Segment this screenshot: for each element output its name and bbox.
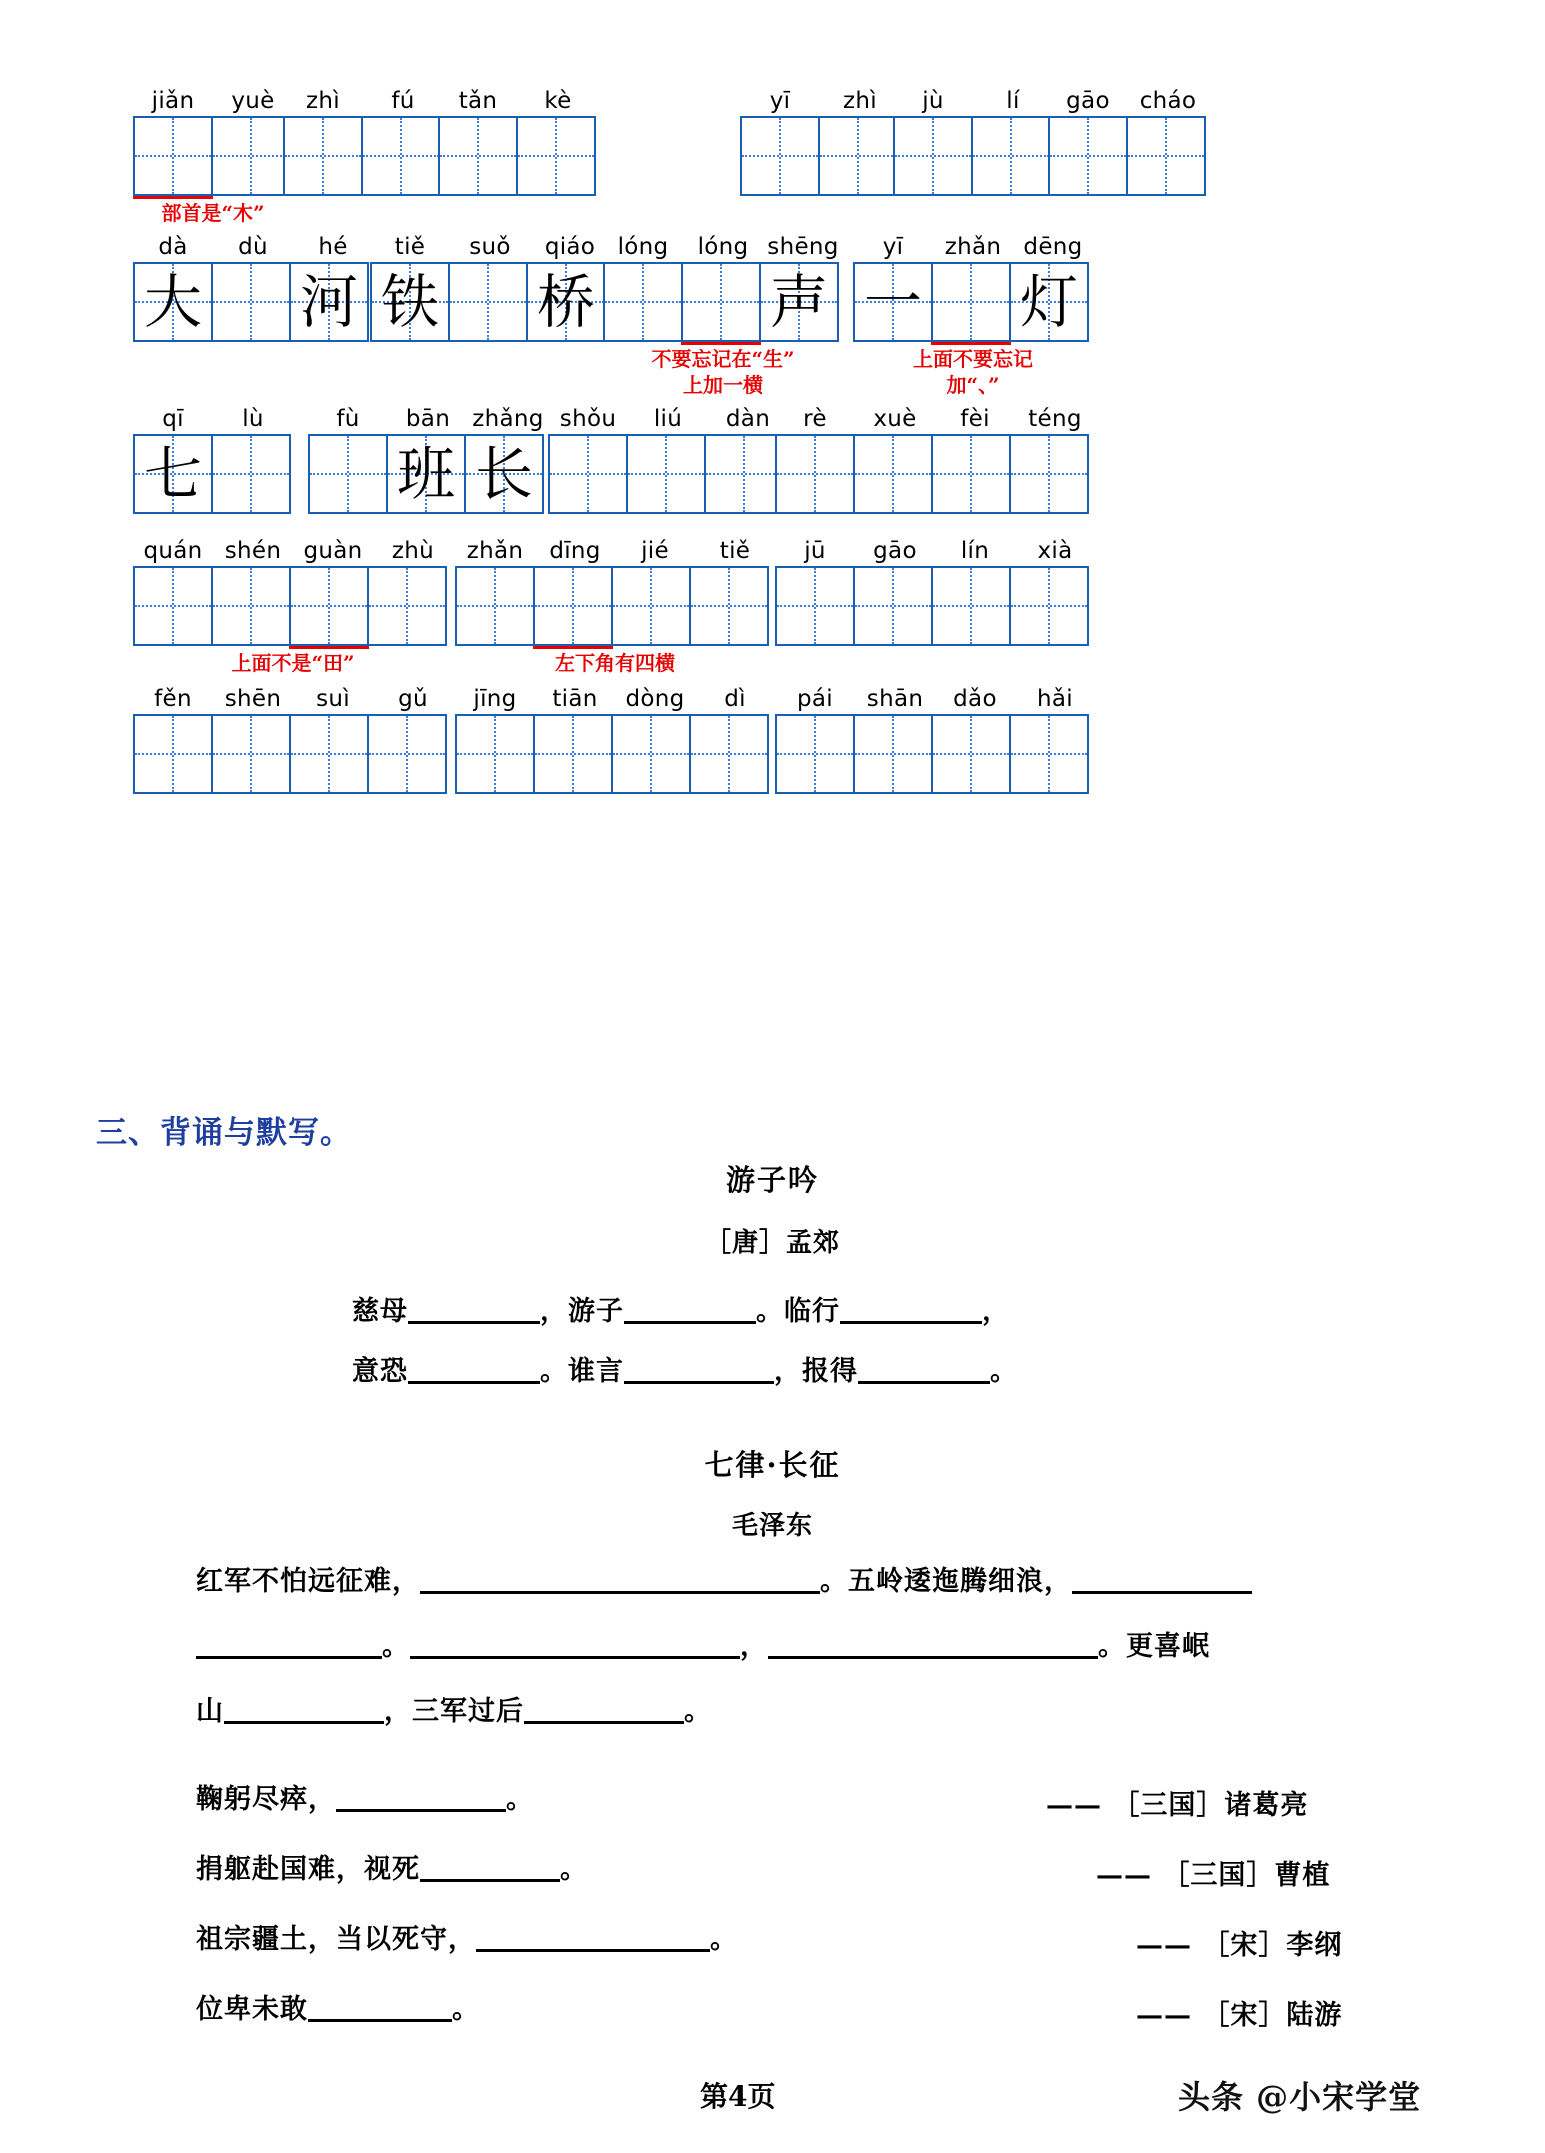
character-cell[interactable] (133, 714, 213, 794)
character-cell[interactable] (133, 116, 213, 196)
poem2-line3-text-c: 。 (684, 1696, 712, 1727)
character-cell[interactable] (1009, 714, 1089, 794)
pinyin-syllable: dàn (725, 406, 771, 432)
pinyin-syllable: dì (724, 686, 746, 712)
character-cells (775, 714, 1089, 794)
character-cell[interactable] (853, 434, 933, 514)
pinyin-line (455, 532, 775, 564)
poem2-line3-text-b: ，三军过后 (384, 1696, 524, 1727)
poem2-line2-text-b: ， (740, 1631, 768, 1662)
character-cell[interactable] (931, 566, 1011, 646)
poem2-line1-text-b: 。五岭逶迤腾细浪， (820, 1566, 1072, 1597)
pinyin-syllable: jīng (473, 686, 517, 712)
pinyin-syllable: zhì (306, 88, 340, 114)
character-cell[interactable] (775, 714, 855, 794)
pinyin-line (438, 82, 598, 114)
pinyin-line (133, 82, 293, 114)
quote-2-text-b: 。 (560, 1854, 588, 1885)
quote-line-1 (196, 1783, 534, 1817)
pinyin-syllable: dēng (1023, 234, 1083, 260)
pinyin-syllable: zhǎng (472, 406, 544, 432)
character-cells (455, 714, 769, 794)
character-cell[interactable] (689, 714, 769, 794)
pinyin-syllable: jié (641, 538, 669, 564)
answer-blank[interactable] (624, 1355, 774, 1384)
pinyin-syllable: hé (318, 234, 348, 260)
red-annotation-line: 上面不是“田” (231, 651, 355, 675)
character-cell[interactable] (1009, 566, 1089, 646)
poem2-line1-text-a: 红军不怕远征难， (196, 1566, 420, 1597)
pinyin-line (1048, 82, 1208, 114)
pinyin-syllable: bān (405, 406, 451, 432)
red-annotation-line: 左下角有四横 (555, 651, 675, 675)
word-block (603, 228, 843, 397)
answer-blank[interactable] (768, 1630, 1098, 1659)
pinyin-syllable: dòng (625, 686, 685, 712)
quote-1-text-b: 。 (506, 1784, 534, 1815)
answer-blank[interactable] (858, 1355, 990, 1384)
answer-blank[interactable] (1072, 1565, 1252, 1594)
character-cells (133, 566, 447, 646)
character-cell[interactable] (211, 262, 291, 342)
written-character: 铁 (380, 268, 439, 336)
character-cell[interactable] (1126, 116, 1206, 196)
word-block (853, 228, 1093, 397)
character-cell[interactable] (740, 116, 820, 196)
character-cell[interactable] (759, 262, 839, 342)
character-cells (308, 434, 544, 514)
pinyin-syllable: yuè (231, 88, 275, 114)
poem1-line1-text-d: ， (982, 1296, 1010, 1327)
quote-2-text-a: 捐躯赴国难，视死 (196, 1854, 420, 1885)
pinyin-line (133, 228, 373, 260)
pinyin-syllable: lù (242, 406, 264, 432)
word-block (370, 228, 610, 342)
quote-4-text-b: 。 (452, 1994, 480, 2025)
pinyin-syllable: tiě (394, 234, 426, 260)
character-cell[interactable] (775, 566, 855, 646)
written-character: 大 (143, 268, 202, 336)
pinyin-syllable: suì (316, 686, 350, 712)
pinyin-syllable: qiáo (544, 234, 596, 260)
character-cell[interactable] (775, 434, 855, 514)
pinyin-line (548, 400, 788, 432)
character-cells (133, 262, 369, 342)
character-cell[interactable] (289, 566, 369, 646)
character-cell[interactable] (367, 714, 447, 794)
pinyin-syllable: fú (391, 88, 415, 114)
word-block (308, 400, 548, 514)
pinyin-line (775, 400, 1095, 432)
poem1-title: 游子吟 (725, 1163, 819, 1197)
character-cells (740, 116, 898, 196)
word-block (283, 82, 443, 196)
character-cell[interactable] (603, 262, 683, 342)
answer-blank[interactable] (524, 1695, 684, 1724)
word-block (548, 400, 788, 514)
character-cells (133, 714, 447, 794)
pinyin-syllable: shǒu (559, 406, 617, 432)
written-character: 长 (474, 440, 533, 508)
poem1-line-1 (352, 1295, 1010, 1329)
pinyin-syllable: kè (544, 88, 572, 114)
pinyin-syllable: lín (960, 538, 990, 564)
character-cells (1048, 116, 1206, 196)
poem2-line-2 (196, 1630, 1210, 1664)
quote-line-2 (196, 1853, 588, 1887)
character-cell[interactable] (611, 566, 691, 646)
pinyin-syllable: zhǎn (466, 538, 524, 564)
character-cell[interactable] (971, 116, 1051, 196)
section-three-heading: 三、背诵与默写。 (96, 1115, 352, 1151)
pinyin-syllable: fèi (960, 406, 990, 432)
written-character: 七 (143, 440, 202, 508)
word-block (438, 82, 598, 196)
character-cell[interactable] (893, 116, 973, 196)
poem2-author: 毛泽东 (731, 1511, 813, 1541)
pinyin-line (455, 680, 775, 712)
answer-blank[interactable] (336, 1783, 506, 1812)
word-block (1048, 82, 1208, 196)
pinyin-syllable: jiǎn (151, 88, 195, 114)
poem1-line1-text-b: ，游子 (540, 1296, 624, 1327)
red-annotation-line: 部首是“木” (161, 201, 265, 225)
character-cell[interactable] (455, 714, 535, 794)
word-block (775, 532, 1095, 646)
character-cells (133, 116, 291, 196)
pinyin-syllable: fù (336, 406, 360, 432)
word-block (455, 532, 775, 675)
poem2-line-3 (196, 1695, 712, 1729)
page-number: 第4页 (700, 2080, 776, 2113)
poem1-line-2 (352, 1355, 1018, 1389)
pinyin-syllable: dà (158, 234, 188, 260)
character-cell[interactable] (853, 566, 933, 646)
character-cell[interactable] (283, 116, 363, 196)
written-character: 一 (863, 268, 922, 336)
character-cells (603, 262, 839, 342)
pinyin-syllable: yī (769, 88, 791, 114)
pinyin-syllable: lóng (697, 234, 749, 260)
pinyin-syllable: gāo (1066, 88, 1110, 114)
pinyin-syllable: lóng (617, 234, 669, 260)
red-annotation-line: 上加一横 (683, 373, 763, 397)
poem1-line2-text-b: 。谁言 (540, 1356, 624, 1387)
character-cells (133, 434, 291, 514)
pinyin-syllable: tiān (552, 686, 598, 712)
poem1-line2-text-d: 。 (990, 1356, 1018, 1387)
answer-blank[interactable] (840, 1295, 982, 1324)
pinyin-syllable: fěn (154, 686, 192, 712)
pinyin-line (603, 228, 843, 260)
character-cell[interactable] (533, 714, 613, 794)
pinyin-syllable: xuè (873, 406, 917, 432)
character-cell[interactable] (367, 566, 447, 646)
quote-3-attribution: —— ［宋］李纲 (1136, 1930, 1343, 1961)
character-cell[interactable] (533, 566, 613, 646)
poem1-line2-text-a: 意恐 (352, 1356, 408, 1387)
red-annotation-note (133, 200, 293, 226)
character-cell[interactable] (1009, 262, 1089, 342)
written-character: 河 (299, 268, 358, 336)
character-cells (283, 116, 441, 196)
word-block (775, 400, 1095, 514)
pinyin-syllable: shēng (767, 234, 839, 260)
pinyin-syllable: jù (922, 88, 944, 114)
poem2-line3-text-a: 山 (196, 1696, 224, 1727)
answer-blank[interactable] (476, 1923, 710, 1952)
word-block (133, 228, 373, 342)
character-cells (455, 566, 769, 646)
character-cell[interactable] (704, 434, 784, 514)
character-cell[interactable] (681, 262, 761, 342)
red-annotation-line: 上面不要忘记 (913, 347, 1033, 371)
character-cell[interactable] (133, 566, 213, 646)
character-cell[interactable] (455, 566, 535, 646)
pinyin-line (133, 400, 293, 432)
answer-blank[interactable] (308, 1993, 452, 2022)
pinyin-syllable: dù (238, 234, 268, 260)
character-cell[interactable] (448, 262, 528, 342)
character-cell[interactable] (464, 434, 544, 514)
pinyin-line (370, 228, 610, 260)
pinyin-line (133, 532, 453, 564)
pinyin-line (133, 680, 453, 712)
pinyin-syllable: hǎi (1037, 686, 1073, 712)
pinyin-syllable: jū (804, 538, 826, 564)
watermark: 头条 @小宋学堂 (1178, 2078, 1422, 2116)
character-cell[interactable] (931, 262, 1011, 342)
character-cell[interactable] (1048, 116, 1128, 196)
answer-blank[interactable] (420, 1565, 820, 1594)
character-cell[interactable] (361, 116, 441, 196)
character-cells (775, 434, 1089, 514)
character-cell[interactable] (308, 434, 388, 514)
pinyin-syllable: téng (1028, 406, 1082, 432)
character-cell[interactable] (626, 434, 706, 514)
pinyin-syllable: pái (797, 686, 833, 712)
character-cell[interactable] (853, 262, 933, 342)
pinyin-syllable: qī (162, 406, 184, 432)
character-cells (370, 262, 606, 342)
character-cell[interactable] (548, 434, 628, 514)
pinyin-line (740, 82, 900, 114)
pinyin-syllable: liú (653, 406, 683, 432)
pinyin-syllable: zhǎn (944, 234, 1002, 260)
answer-blank[interactable] (224, 1695, 384, 1724)
word-block (455, 680, 775, 794)
red-annotation-note (853, 346, 1093, 398)
character-cell[interactable] (438, 116, 518, 196)
pinyin-syllable: quán (143, 538, 203, 564)
answer-blank[interactable] (408, 1295, 540, 1324)
character-cell[interactable] (611, 714, 691, 794)
pinyin-syllable: tǎn (458, 88, 498, 114)
quote-1-text-a: 鞠躬尽瘁， (196, 1784, 336, 1815)
poem1-author: ［唐］孟郊 (704, 1228, 840, 1258)
red-annotation-note (133, 650, 453, 676)
character-cell[interactable] (211, 714, 291, 794)
written-character: 声 (769, 268, 828, 336)
character-cell[interactable] (211, 116, 291, 196)
written-character: 灯 (1019, 268, 1078, 336)
character-cell[interactable] (526, 262, 606, 342)
character-cell[interactable] (516, 116, 596, 196)
pinyin-syllable: zhù (391, 538, 435, 564)
character-cell[interactable] (853, 714, 933, 794)
pinyin-syllable: rè (803, 406, 827, 432)
character-cell[interactable] (1009, 434, 1089, 514)
red-annotation-line: 不要忘记在“生” (651, 347, 795, 371)
pinyin-line (775, 532, 1095, 564)
character-cell[interactable] (931, 714, 1011, 794)
character-cell[interactable] (289, 714, 369, 794)
pinyin-syllable: suǒ (469, 234, 511, 260)
pinyin-line (308, 400, 548, 432)
pinyin-syllable: guàn (303, 538, 363, 564)
word-block (740, 82, 900, 196)
poem1-line1-text-c: 。临行 (756, 1296, 840, 1327)
pinyin-syllable: shén (224, 538, 282, 564)
pinyin-syllable: gǔ (398, 686, 428, 712)
quote-4-text-a: 位卑未敢 (196, 1994, 308, 2025)
character-cell[interactable] (133, 262, 213, 342)
poem1-line1-text-a: 慈母 (352, 1296, 408, 1327)
character-cell[interactable] (386, 434, 466, 514)
character-cells (548, 434, 784, 514)
red-annotation-note (603, 346, 843, 398)
character-cell[interactable] (133, 434, 213, 514)
written-character: 班 (396, 440, 455, 508)
poem2-line-1 (196, 1565, 1252, 1599)
pinyin-syllable: tiě (719, 538, 751, 564)
character-cell[interactable] (289, 262, 369, 342)
word-block (133, 680, 453, 794)
character-cells (853, 262, 1089, 342)
pinyin-syllable: gāo (873, 538, 917, 564)
pinyin-line (283, 82, 443, 114)
pinyin-line (893, 82, 1053, 114)
poem1-line2-text-c: ，报得 (774, 1356, 858, 1387)
character-cell[interactable] (370, 262, 450, 342)
character-cells (775, 566, 1089, 646)
answer-blank[interactable] (420, 1853, 560, 1882)
quote-2-attribution: —— ［三国］曹植 (1096, 1860, 1331, 1891)
word-block (775, 680, 1095, 794)
red-annotation-line: 加“、” (946, 373, 1000, 397)
poem2-line2-text-c: 。更喜岷 (1098, 1631, 1210, 1662)
pinyin-syllable: lí (1006, 88, 1020, 114)
word-block (133, 400, 293, 514)
quote-3-text-b: 。 (710, 1924, 738, 1955)
poem2-line2-text-a: 。 (382, 1631, 410, 1662)
word-block (893, 82, 1053, 196)
character-cell[interactable] (689, 566, 769, 646)
answer-blank[interactable] (408, 1355, 540, 1384)
character-cells (893, 116, 1051, 196)
pinyin-syllable: dīng (549, 538, 601, 564)
quote-3-text-a: 祖宗疆土，当以死守， (196, 1924, 476, 1955)
word-block (133, 532, 453, 675)
red-annotation-note (455, 650, 775, 676)
quote-4-attribution: —— ［宋］陆游 (1136, 2000, 1343, 2031)
pinyin-line (853, 228, 1093, 260)
pinyin-syllable: xià (1037, 538, 1073, 564)
answer-blank[interactable] (624, 1295, 756, 1324)
character-cells (438, 116, 596, 196)
quote-line-3 (196, 1923, 738, 1957)
character-cell[interactable] (818, 116, 898, 196)
quote-line-4 (196, 1993, 480, 2027)
pinyin-syllable: cháo (1139, 88, 1197, 114)
written-character: 桥 (536, 268, 595, 336)
word-block (133, 82, 293, 225)
character-cell[interactable] (211, 566, 291, 646)
character-cell[interactable] (211, 434, 291, 514)
pinyin-syllable: shān (866, 686, 924, 712)
pinyin-syllable: dǎo (953, 686, 997, 712)
answer-blank[interactable] (410, 1630, 740, 1659)
poem2-title: 七律·长征 (704, 1448, 841, 1482)
quote-1-attribution: —— ［三国］诸葛亮 (1046, 1790, 1309, 1821)
pinyin-syllable: shēn (224, 686, 282, 712)
pinyin-syllable: zhì (843, 88, 877, 114)
answer-blank[interactable] (196, 1630, 382, 1659)
character-cell[interactable] (931, 434, 1011, 514)
pinyin-line (775, 680, 1095, 712)
pinyin-syllable: yī (882, 234, 904, 260)
